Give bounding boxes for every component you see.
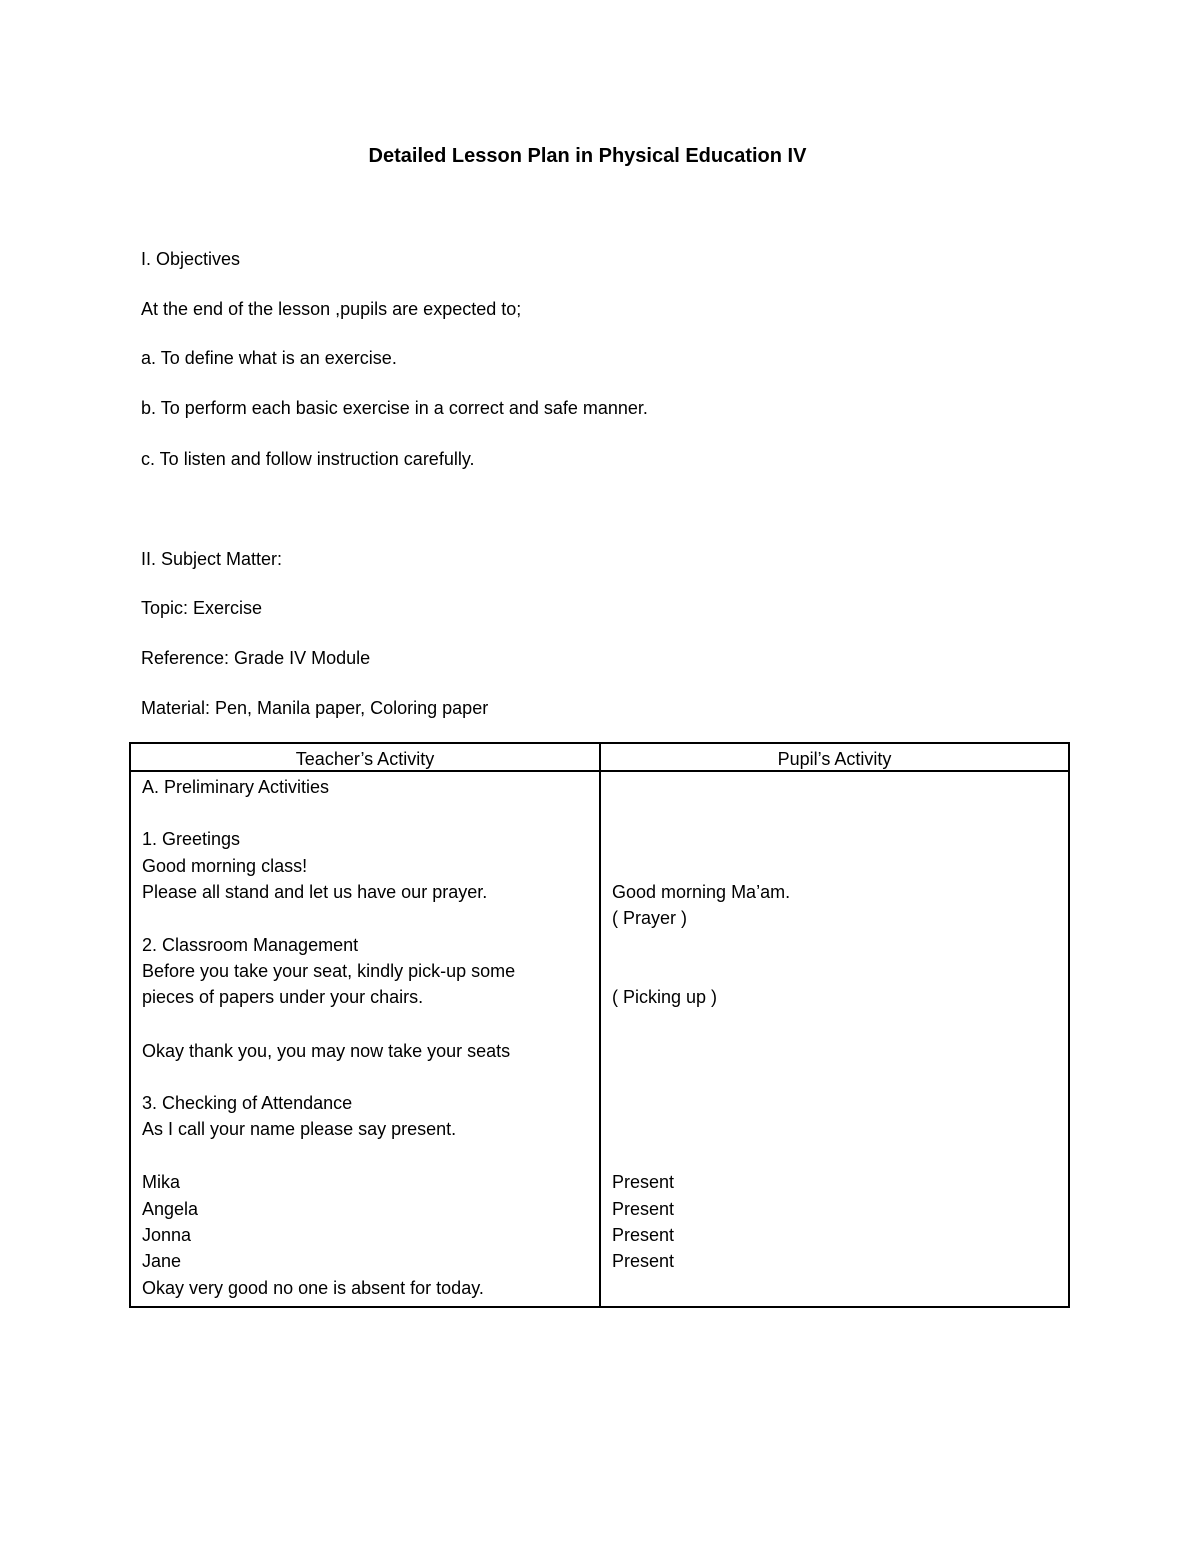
teacher-line: Angela xyxy=(142,1199,199,1219)
teacher-line: Good morning class! xyxy=(142,856,308,876)
teacher-line: 3. Checking of Attendance xyxy=(142,1093,353,1113)
teacher-line: Please all stand and let us have our prayer. xyxy=(142,882,488,902)
teacher-line: 1. Greetings xyxy=(142,829,241,849)
pupil-line: ( Prayer ) xyxy=(612,908,688,928)
teacher-line: 2. Classroom Management xyxy=(142,935,359,955)
document-title: Detailed Lesson Plan in Physical Education IV xyxy=(368,145,807,167)
pupil-line: Present xyxy=(612,1172,675,1192)
objective-item: c. To listen and follow instruction carefully. xyxy=(141,449,475,469)
pupil-line: ( Picking up ) xyxy=(612,987,718,1007)
teacher-line: Jonna xyxy=(142,1225,192,1245)
subject-material: Material: Pen, Manila paper, Coloring paper xyxy=(141,698,489,718)
objectives-heading: I. Objectives xyxy=(141,249,241,269)
teacher-line: pieces of papers under your chairs. xyxy=(142,987,424,1007)
activity-table xyxy=(129,742,1070,1308)
teacher-line: Jane xyxy=(142,1251,182,1271)
teacher-line: Before you take your seat, kindly pick-up some xyxy=(142,961,516,981)
pupil-line: Good morning Ma’am. xyxy=(612,882,791,902)
objective-item: b. To perform each basic exercise in a correct and safe manner. xyxy=(141,398,648,418)
teacher-line: Mika xyxy=(142,1172,181,1192)
pupil-line: Present xyxy=(612,1251,675,1271)
pupil-activity-header: Pupil’s Activity xyxy=(777,749,892,769)
subject-reference: Reference: Grade IV Module xyxy=(141,648,371,668)
pupil-line: Present xyxy=(612,1199,675,1219)
subject-matter-heading: II. Subject Matter: xyxy=(141,549,283,569)
subject-topic: Topic: Exercise xyxy=(141,598,263,618)
teacher-line: Okay thank you, you may now take your seats xyxy=(142,1041,511,1061)
teacher-activity-header: Teacher’s Activity xyxy=(295,749,435,769)
objective-item: a. To define what is an exercise. xyxy=(141,348,397,368)
objectives-intro: At the end of the lesson ,pupils are expected to; xyxy=(141,299,522,319)
teacher-line: A. Preliminary Activities xyxy=(142,777,330,797)
pupil-line: Present xyxy=(612,1225,675,1245)
teacher-line: Okay very good no one is absent for today. xyxy=(142,1278,484,1298)
teacher-line: As I call your name please say present. xyxy=(142,1119,457,1139)
column-divider xyxy=(599,744,601,1306)
